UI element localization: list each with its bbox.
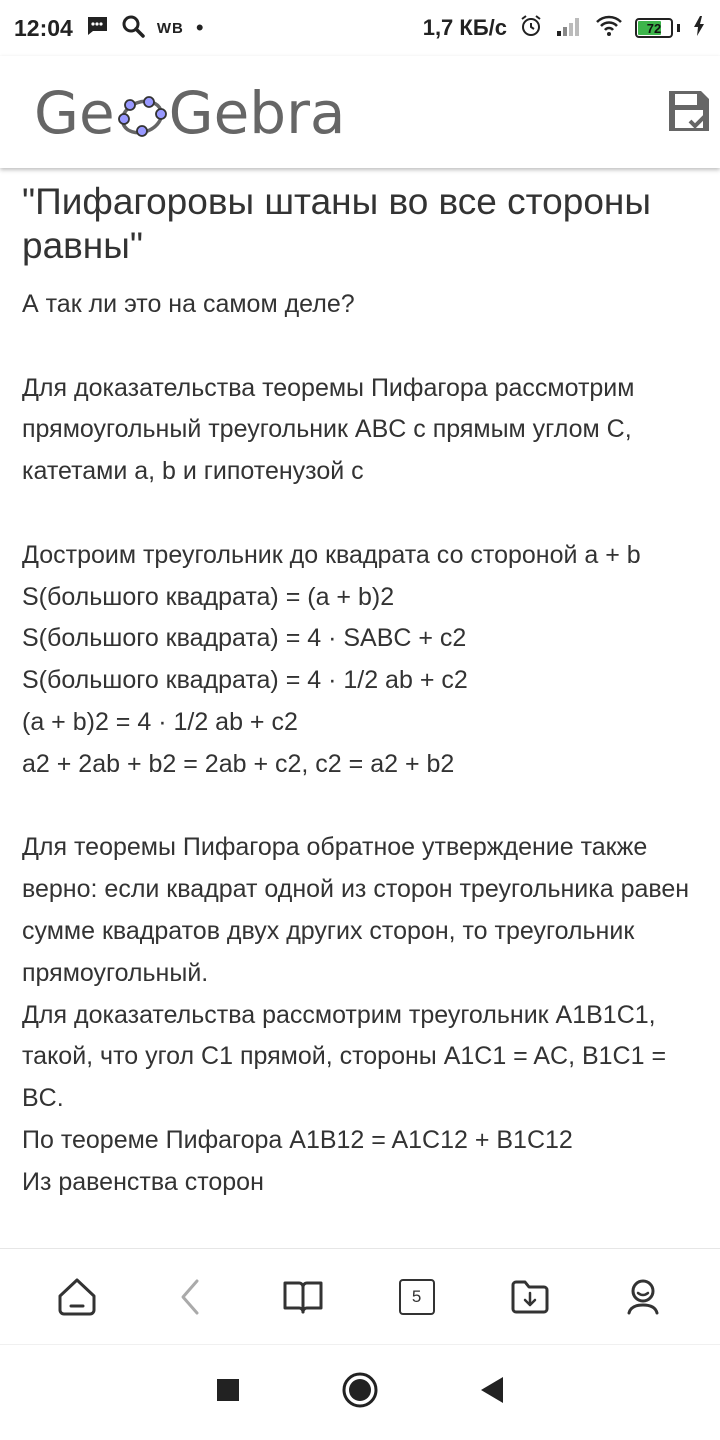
paragraph: А так ли это на самом деле? xyxy=(22,290,355,318)
system-back-button[interactable] xyxy=(479,1375,505,1410)
book-icon xyxy=(282,1278,324,1316)
formula-line: S(большого квадрата) = 4 · SABC + c2 xyxy=(22,624,467,653)
wifi-icon xyxy=(595,15,623,42)
profile-button[interactable] xyxy=(613,1267,673,1327)
logo-ellipse-icon xyxy=(117,83,167,143)
article-text xyxy=(22,284,698,1204)
home-icon xyxy=(56,1276,98,1318)
system-nav-bar xyxy=(0,1344,720,1440)
paragraph: Из равенства сторон xyxy=(22,1167,264,1196)
status-time: 12:04 xyxy=(14,14,73,41)
tabs-icon: 5 xyxy=(399,1279,435,1315)
carrier-label: WB xyxy=(156,19,184,37)
formula-line: (a + b)2 = 4 · 1/2 ab + c2 xyxy=(22,707,298,736)
signal-icon xyxy=(555,15,583,42)
downloads-button[interactable] xyxy=(500,1267,560,1327)
message-icon xyxy=(85,15,109,42)
home-circle-icon xyxy=(341,1371,379,1409)
status-left xyxy=(14,14,204,43)
formula-line: a2 + 2ab + b2 = 2ab + c2, c2 = a2 + b2 xyxy=(22,749,455,778)
back-button[interactable] xyxy=(160,1267,220,1327)
save-button[interactable] xyxy=(666,88,712,134)
recents-square-icon xyxy=(215,1377,241,1403)
paragraph: Для доказательства теоремы Пифагора рассмотрим прямоугольный треугольник ABC с прямым углом C, катетами a, b и гипотенузой c xyxy=(22,373,635,486)
browser-bottom-nav xyxy=(0,1248,720,1344)
notification-dot: • xyxy=(195,15,204,40)
logo-text-right: Gebra xyxy=(168,79,346,147)
paragraph: Для теоремы Пифагора обратное утверждение также верно: если квадрат одной из сторон треугольника равен сумме квадратов двух других сторон, то треугольник прямоугольный. xyxy=(22,833,690,987)
article-content xyxy=(0,168,720,1248)
paragraph: Для доказательства рассмотрим треугольник A1B1C1, такой, что угол C1 прямой, стороны A1C1 = AC, B1C1 = BC. xyxy=(22,1000,667,1113)
recents-button[interactable] xyxy=(215,1377,241,1408)
paragraph: По теореме Пифагора A1B12 = A1C12 + B1C12 xyxy=(22,1125,573,1154)
save-icon xyxy=(666,88,712,134)
logo-text-left: Ge xyxy=(34,79,115,147)
article-title: "Пифагоровы штаны во все стороны равны" xyxy=(22,181,651,266)
reader-button[interactable] xyxy=(273,1267,333,1327)
network-speed: 1,7 КБ/с xyxy=(422,15,507,40)
charging-icon xyxy=(692,15,706,42)
paragraph-spacer xyxy=(22,786,698,828)
paragraph-spacer xyxy=(22,326,698,368)
geogebra-logo[interactable] xyxy=(34,78,345,148)
alarm-icon xyxy=(519,14,543,43)
back-chevron-icon xyxy=(175,1277,205,1317)
app-header xyxy=(0,56,720,168)
search-icon xyxy=(121,14,145,43)
download-folder-icon xyxy=(510,1278,550,1316)
profile-icon xyxy=(623,1277,663,1317)
system-home-button[interactable] xyxy=(341,1371,379,1414)
battery-level: 72 xyxy=(646,20,662,36)
status-right xyxy=(423,14,706,43)
paragraph-spacer xyxy=(22,493,698,535)
back-triangle-icon xyxy=(479,1375,505,1405)
home-button[interactable] xyxy=(47,1267,107,1327)
formula-line: S(большого квадрата) = 4 · 1/2 ab + c2 xyxy=(22,666,468,695)
paragraph: Достроим треугольник до квадрата со стороной a + b xyxy=(22,540,641,569)
battery-icon xyxy=(635,18,680,38)
status-bar xyxy=(0,0,720,56)
tabs-button[interactable] xyxy=(387,1267,447,1327)
formula-line: S(большого квадрата) = (a + b)2 xyxy=(22,582,395,611)
